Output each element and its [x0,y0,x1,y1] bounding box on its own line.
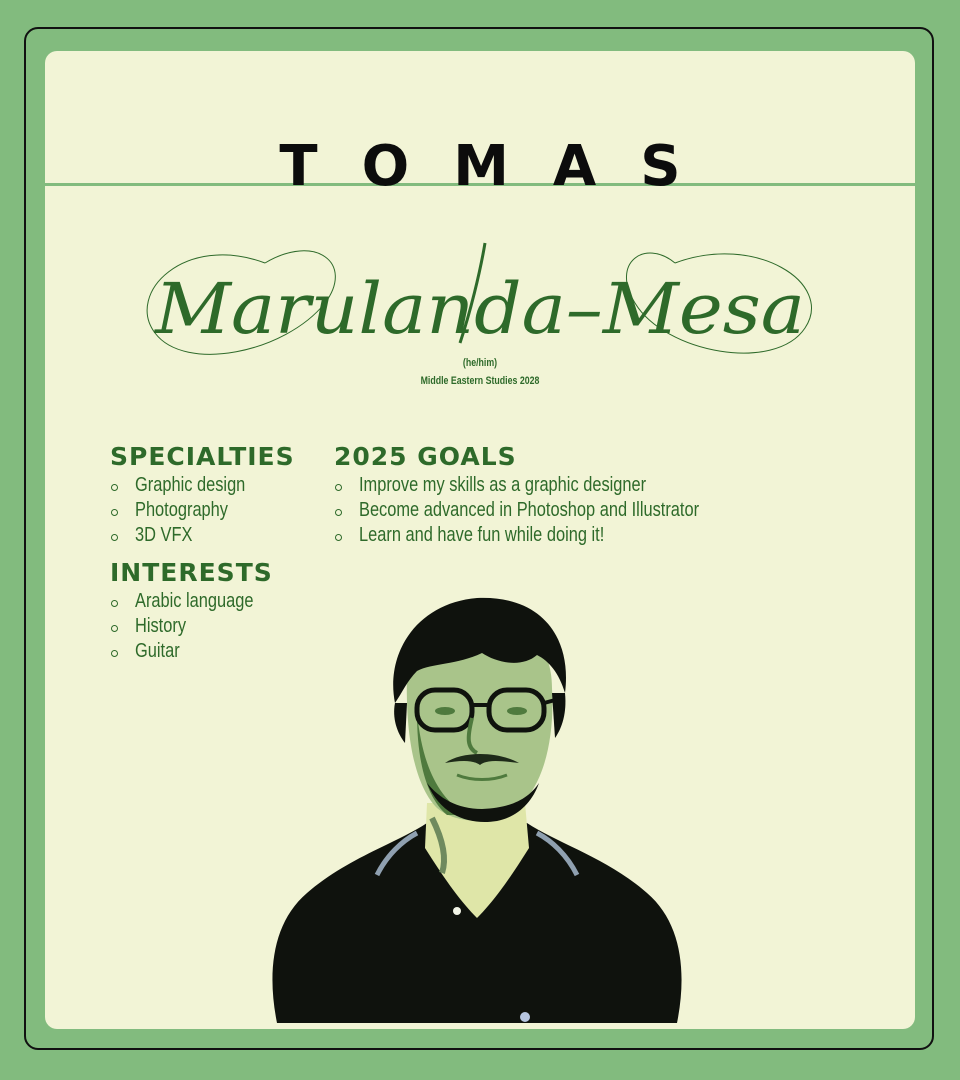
interests-section [110,559,280,664]
last-name-flourish [115,223,845,363]
specialties-list [110,473,295,548]
portrait-illustration [267,593,687,1029]
hair-side-left [394,703,407,743]
bullet-icon [111,509,118,516]
goals-list [334,473,774,548]
list-item: Become advanced in Photoshop and Illustrator [334,498,774,523]
bullet-icon [111,625,118,632]
pronouns: (he/him) [462,357,498,369]
first-name: TOMAS [279,134,725,199]
last-name: Marulanda–Mesa [152,268,805,350]
profile-card [45,51,915,1029]
eye-right [507,707,527,715]
shirt-button [520,1012,530,1022]
interests-list [110,589,280,664]
bullet-icon [111,484,118,491]
bullet-icon [335,534,342,541]
shirt-button [453,907,461,915]
list-item: Learn and have fun while doing it! [334,523,774,548]
eye-left [435,707,455,715]
list-item: Improve my skills as a graphic designer [334,473,774,498]
specialties-section [110,443,295,548]
bullet-icon [111,600,118,607]
list-item: History [110,614,280,639]
specialties-title: SPECIALTIES [110,442,295,471]
interests-title: INTERESTS [110,558,273,587]
list-item: Guitar [110,639,280,664]
bullet-icon [335,484,342,491]
bullet-icon [335,509,342,516]
list-item: Graphic design [110,473,295,498]
bullet-icon [111,650,118,657]
goals-section [334,443,774,548]
studies-line: Middle Eastern Studies 2028 [420,375,540,387]
goals-title: 2025 GOALS [334,442,517,471]
bullet-icon [111,534,118,541]
list-item: Arabic language [110,589,280,614]
list-item: Photography [110,498,295,523]
list-item: 3D VFX [110,523,295,548]
